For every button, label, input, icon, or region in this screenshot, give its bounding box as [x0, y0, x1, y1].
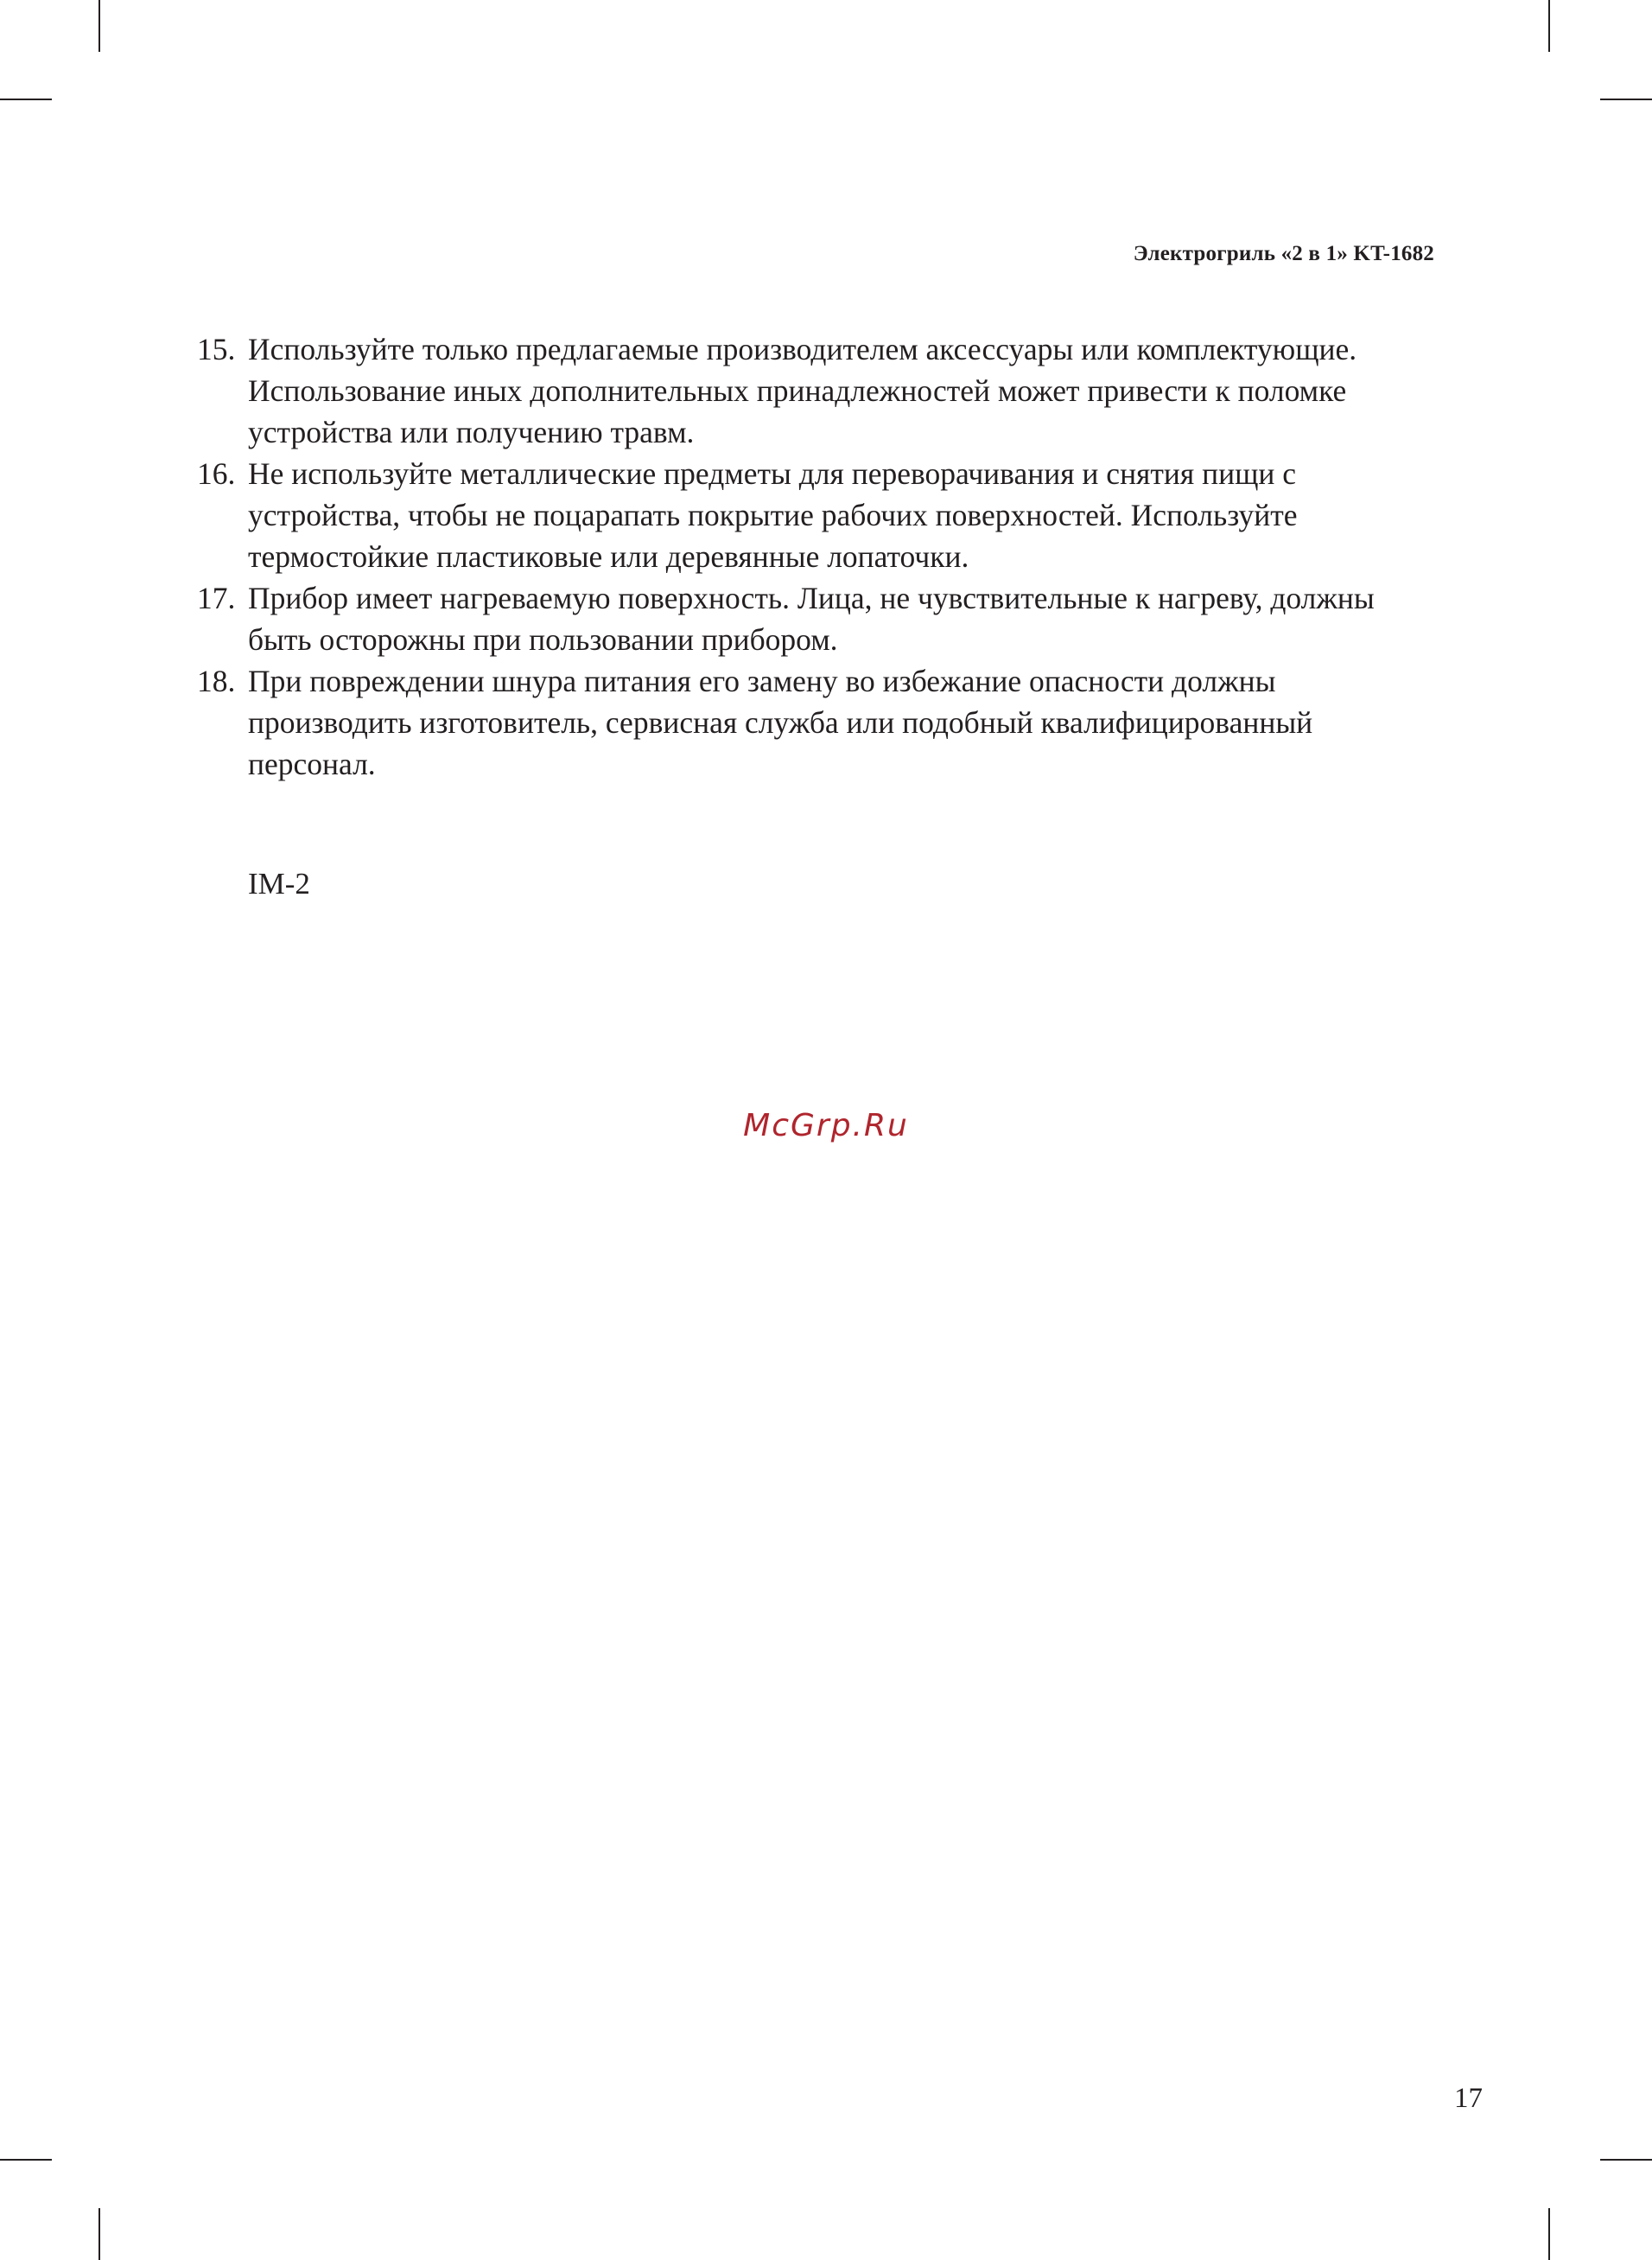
watermark: McGrp.Ru	[743, 1108, 909, 1143]
crop-mark-bottom-right-vertical	[1548, 2208, 1550, 2260]
page-number: 17	[1454, 2083, 1483, 2114]
item-text: Прибор имеет нагреваемую поверхность. Лица, не чувствительные к нагреву, должны быть осторожны при пользовании прибором.	[248, 581, 1375, 657]
item-text: При повреждении шнура питания его замену во избежание опасности должны производить изготовитель, сервисная служба или подобный квалифицированный персонал.	[248, 664, 1313, 781]
list-item	[197, 328, 1441, 453]
crop-mark-top-left-horizontal	[0, 99, 52, 100]
crop-mark-top-right-vertical	[1548, 0, 1550, 52]
crop-mark-bottom-right-horizontal	[1600, 2159, 1652, 2161]
list-item	[197, 660, 1441, 785]
list-item	[197, 577, 1441, 660]
crop-mark-bottom-left-vertical	[98, 2208, 100, 2260]
list-item	[197, 453, 1441, 577]
item-number: 18.	[197, 664, 236, 698]
running-header: Электрогриль «2 в 1» KT-1682	[1133, 242, 1434, 265]
manual-code: IM-2	[248, 867, 310, 901]
item-number: 15.	[197, 332, 236, 366]
crop-mark-top-right-horizontal	[1600, 99, 1652, 100]
safety-instructions-list	[197, 328, 1441, 785]
item-number: 16.	[197, 456, 236, 491]
crop-mark-top-left-vertical	[98, 0, 100, 52]
item-text: Используйте только предлагаемые производителем аксессуары или комплектующие. Использование иных дополнительных принадлежностей может привести к поломке устройства или получению травм.	[248, 332, 1357, 449]
item-number: 17.	[197, 581, 236, 615]
item-text: Не используйте металлические предметы для переворачивания и снятия пищи с устройства, чтобы не поцарапать покрытие рабочих поверхностей. Используйте термостойкие пластиковые или деревянные лопаточки.	[248, 456, 1298, 574]
crop-mark-bottom-left-horizontal	[0, 2159, 52, 2161]
